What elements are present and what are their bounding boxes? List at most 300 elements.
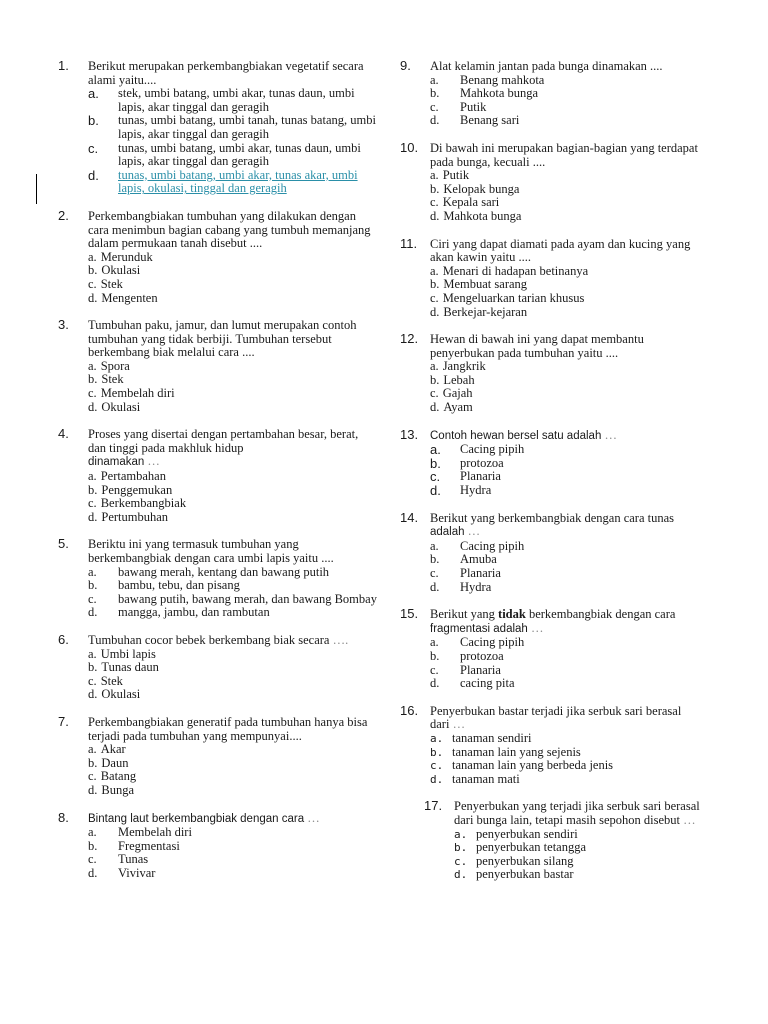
- options-list: [430, 443, 700, 497]
- question-number: 6.: [58, 631, 69, 647]
- option-label: a.: [454, 827, 468, 841]
- option-text: Benang sari: [460, 113, 520, 128]
- option-d: [430, 114, 700, 128]
- options-list: [430, 265, 700, 319]
- option-label: b.: [430, 552, 440, 567]
- option-d: [430, 677, 700, 691]
- option-label: c.: [88, 496, 97, 511]
- question-number: 11.: [400, 235, 418, 251]
- text-cursor: [36, 174, 37, 204]
- option-text: penyerbukan bastar: [476, 867, 574, 882]
- option-text: Okulasi: [101, 399, 141, 414]
- option-label: d.: [88, 865, 98, 880]
- option-d: [88, 784, 378, 798]
- option-c: [454, 855, 700, 869]
- option-text: penyerbukan sendiri: [476, 826, 578, 841]
- question-15: [400, 608, 700, 691]
- option-label: d.: [88, 399, 98, 414]
- question-4: [58, 428, 378, 524]
- question-text: [88, 210, 378, 251]
- option-label: c.: [88, 276, 97, 291]
- option-text: Lebah: [443, 372, 475, 387]
- option-a: [88, 87, 378, 114]
- option-d: [88, 688, 378, 702]
- option-label: b.: [430, 455, 441, 471]
- option-c: [88, 278, 378, 292]
- option-label: c.: [430, 99, 439, 114]
- option-text: Stek: [101, 372, 124, 387]
- question-number: 13.: [400, 426, 419, 442]
- option-text: penyerbukan tetangga: [476, 840, 587, 855]
- option-text: Amuba: [460, 552, 497, 567]
- option-a: [88, 360, 378, 374]
- question-text-sans: dinamakan: [88, 456, 145, 469]
- option-text: protozoa: [460, 648, 504, 663]
- question-text-sans: Contoh hewan bersel satu adalah: [430, 429, 602, 442]
- option-c: [430, 664, 700, 678]
- option-d: [430, 484, 700, 498]
- option-text: Cacing pipih: [460, 442, 525, 457]
- option-text: Membelah diri: [118, 825, 192, 840]
- option-a: [430, 74, 700, 88]
- option-b: [88, 840, 378, 854]
- question-text: [454, 800, 700, 827]
- question-text: [430, 333, 700, 360]
- options-list: [430, 732, 700, 786]
- option-b: [88, 579, 378, 593]
- option-b: [430, 278, 700, 292]
- option-label: d.: [430, 772, 444, 786]
- option-text: Planaria: [460, 662, 501, 677]
- option-c: [88, 142, 378, 169]
- option-text: Benang mahkota: [460, 72, 545, 87]
- options-list: [88, 743, 378, 797]
- question-12: [400, 333, 700, 415]
- option-a: [88, 826, 378, 840]
- question-text: [88, 319, 378, 360]
- option-a: [430, 732, 700, 746]
- question-text: [430, 512, 700, 540]
- option-label: c.: [88, 769, 97, 784]
- option-label: b.: [430, 372, 440, 387]
- option-a: [430, 360, 700, 374]
- option-c: [430, 387, 700, 401]
- ellipsis: …: [147, 454, 160, 469]
- option-a: [88, 743, 378, 757]
- option-label: a.: [88, 646, 97, 661]
- question-text: [430, 429, 700, 444]
- option-label: d.: [430, 400, 440, 415]
- option-text: Putik: [460, 99, 487, 114]
- option-text: Membuat sarang: [443, 277, 528, 292]
- question-text: [88, 60, 378, 87]
- option-label: b.: [88, 113, 99, 129]
- question-text-main: Proses yang disertai dengan pertambahan besar, berat, dan tinggi pada makhluk hidup: [88, 427, 359, 455]
- options-list: [430, 360, 700, 414]
- option-text: Gajah: [442, 386, 473, 401]
- option-label: a.: [88, 564, 97, 579]
- question-text-main: Tumbuhan paku, jamur, dan lumut merupakan contoh tumbuhan yang tidak berbiji. Tumbuhan tersebut berkembang biak melalui cara ....: [88, 318, 357, 360]
- question-3: [58, 319, 378, 414]
- option-d: [430, 210, 700, 224]
- option-c: [430, 101, 700, 115]
- option-text[interactable]: tunas, umbi batang, umbi akar, tunas akar, umbi lapis, okulasi, tinggal dan geragih: [118, 167, 358, 196]
- option-b: [430, 87, 700, 101]
- option-d: [88, 606, 378, 620]
- option-label: c.: [430, 759, 444, 773]
- question-text-pre: Berikut yang: [430, 607, 499, 622]
- question-number: 10.: [400, 139, 419, 155]
- question-number: 1.: [58, 58, 69, 73]
- option-c: [430, 759, 700, 773]
- question-text-sans: fragmentasi adalah: [430, 622, 528, 635]
- question-text-main: Penyerbukan yang terjadi jika serbuk sari berasal dari bunga lain, tetapi masih sepohon disebut: [454, 799, 700, 827]
- option-label: a.: [430, 731, 444, 745]
- option-a: [430, 540, 700, 554]
- question-text: [88, 634, 378, 648]
- option-label: c.: [88, 852, 97, 867]
- question-number: 7.: [58, 713, 69, 729]
- option-label: b.: [454, 841, 468, 855]
- option-a: [88, 648, 378, 662]
- option-text: Bunga: [101, 782, 135, 797]
- option-a: [430, 169, 700, 183]
- option-d: [430, 401, 700, 415]
- option-c: [430, 196, 700, 210]
- option-b: [88, 264, 378, 278]
- option-text: Planaria: [460, 566, 501, 580]
- option-text: Ayam: [443, 400, 473, 415]
- option-text: Mengenten: [101, 290, 158, 305]
- option-text: Batang: [100, 769, 137, 784]
- option-text: Putik: [442, 168, 470, 183]
- ellipsis: …: [307, 810, 320, 825]
- option-label: c.: [430, 469, 441, 485]
- question-14: [400, 509, 700, 595]
- option-label: c.: [430, 566, 439, 580]
- option-d: [88, 511, 378, 525]
- option-label: b.: [88, 660, 98, 675]
- option-text: bambu, tebu, dan pisang: [118, 578, 240, 593]
- option-b: [430, 650, 700, 664]
- options-list: [88, 826, 378, 880]
- option-text: Planaria: [460, 469, 501, 484]
- option-text: Akar: [100, 742, 126, 757]
- option-label: c.: [88, 140, 99, 156]
- option-text: bawang putih, bawang merah, dan bawang Bombay: [118, 591, 377, 606]
- question-number: 17.: [424, 798, 443, 814]
- option-a: [88, 251, 378, 265]
- right-column: [400, 60, 700, 896]
- option-label: a.: [88, 742, 97, 757]
- option-text: Tunas: [118, 852, 149, 867]
- option-label: a.: [88, 469, 97, 484]
- option-label: d.: [454, 868, 468, 882]
- ellipsis: …: [452, 717, 466, 732]
- option-label: b.: [430, 745, 444, 759]
- option-label: a.: [88, 825, 97, 840]
- option-d: [88, 169, 378, 196]
- option-b: [430, 457, 700, 471]
- question-number: 8.: [58, 809, 69, 825]
- question-text: [88, 428, 378, 470]
- option-label: c.: [88, 386, 97, 401]
- option-label: a.: [430, 359, 439, 374]
- option-text: Okulasi: [101, 687, 141, 702]
- option-text: Spora: [100, 358, 130, 373]
- option-text: Menari di hadapan betinanya: [442, 263, 589, 278]
- question-6: [58, 631, 378, 702]
- option-text: Fregmentasi: [118, 838, 180, 853]
- options-list: [430, 540, 700, 594]
- question-text-sans: adalah: [430, 526, 465, 539]
- option-label: b.: [88, 578, 98, 593]
- question-text-sans: Bintang laut berkembangbiak dengan cara: [88, 812, 305, 825]
- option-text: bawang merah, kentang dan bawang putih: [118, 564, 330, 579]
- option-label: b.: [430, 277, 440, 292]
- question-number: 3.: [58, 317, 69, 333]
- options-list: [454, 828, 700, 882]
- option-text: stek, umbi batang, umbi akar, tunas daun, umbi lapis, akar tinggal dan geragih: [118, 86, 355, 114]
- question-text-main: Hewan di bawah ini yang dapat membantu penyerbukan pada tumbuhan yaitu ....: [430, 332, 644, 360]
- question-text: [430, 142, 700, 169]
- options-list: [88, 648, 378, 702]
- option-label: b.: [88, 372, 98, 387]
- options-list: [430, 169, 700, 223]
- ellipsis: …: [467, 524, 481, 539]
- option-c: [88, 770, 378, 784]
- option-c: [88, 387, 378, 401]
- question-7: [58, 713, 378, 798]
- option-d: [430, 773, 700, 787]
- option-label: b.: [430, 648, 440, 663]
- option-label: a.: [88, 249, 97, 264]
- option-text: Berkembangbiak: [100, 496, 187, 511]
- option-label: c.: [430, 290, 439, 305]
- option-d: [454, 868, 700, 882]
- option-text: Hydra: [460, 483, 492, 498]
- option-text: Mengeluarkan tarian khusus: [442, 290, 585, 305]
- option-text: Vivivar: [118, 865, 156, 880]
- option-a: [430, 636, 700, 650]
- option-label: c.: [430, 386, 439, 401]
- option-c: [88, 497, 378, 511]
- option-a: [88, 470, 378, 484]
- option-text: Tunas daun: [101, 660, 159, 675]
- question-number: 16.: [400, 702, 419, 718]
- option-label: d.: [88, 605, 98, 620]
- option-a: [430, 443, 700, 457]
- question-number: 14.: [400, 509, 419, 525]
- option-d: [88, 292, 378, 306]
- option-label: b.: [88, 263, 98, 278]
- option-text: Umbi lapis: [100, 646, 156, 661]
- option-text: Berkejar-kejaran: [443, 304, 528, 319]
- options-list: [88, 251, 378, 305]
- option-b: [88, 661, 378, 675]
- option-text: tunas, umbi batang, umbi akar, tunas daun, umbi lapis, akar tinggal dan geragih: [118, 140, 361, 169]
- ellipsis: ….: [332, 632, 349, 647]
- option-text: Okulasi: [101, 263, 141, 278]
- question-text-main: Perkembangbiakan tumbuhan yang dilakukan dengan cara menimbun bagian cabang yang tumbuh memanjang dalam permukaan tanah disebut ....: [88, 208, 371, 251]
- option-text: Daun: [101, 755, 129, 770]
- option-label: a.: [430, 635, 439, 650]
- option-d: [430, 306, 700, 320]
- option-text: Hydra: [460, 579, 492, 594]
- option-c: [88, 675, 378, 689]
- option-label: d.: [430, 676, 440, 691]
- question-text-main: Perkembangbiakan generatif pada tumbuhan hanya bisa terjadi pada tumbuhan yang mempunyai....: [88, 714, 368, 743]
- option-text: cacing pita: [460, 676, 515, 691]
- option-label: d.: [430, 208, 440, 223]
- option-text: tanaman lain yang sejenis: [452, 744, 581, 759]
- options-list: [430, 636, 700, 690]
- option-text: tunas, umbi batang, umbi tanah, tunas batang, umbi lapis, akar tinggal dan geragih: [118, 113, 376, 141]
- question-text: [430, 238, 700, 265]
- option-text: Cacing pipih: [460, 635, 525, 650]
- option-label: a.: [88, 86, 99, 102]
- question-text: [88, 812, 378, 827]
- option-text: Stek: [100, 673, 123, 688]
- question-text-post: berkembangbiak dengan cara: [525, 607, 676, 622]
- option-label: b.: [88, 755, 98, 770]
- question-text: [88, 538, 378, 565]
- question-text: [430, 60, 700, 74]
- option-text: Cacing pipih: [460, 538, 525, 553]
- question-9: [400, 60, 700, 128]
- ellipsis: …: [604, 427, 617, 442]
- option-label: b.: [88, 482, 98, 497]
- question-8: [58, 809, 378, 881]
- option-label: a.: [430, 72, 439, 87]
- option-label: a.: [430, 442, 441, 458]
- option-c: [430, 470, 700, 484]
- option-a: [430, 265, 700, 279]
- option-text: Pertambahan: [100, 469, 166, 484]
- option-text: Stek: [100, 276, 123, 291]
- options-list: [88, 360, 378, 414]
- option-label: c.: [454, 854, 468, 868]
- option-c: [430, 567, 700, 581]
- option-label: a.: [430, 168, 439, 183]
- question-text: [88, 716, 378, 743]
- question-text-main: Beriktu ini yang termasuk tumbuhan yang berkembangbiak dengan cara umbi lapis yaitu ....: [88, 537, 334, 565]
- ellipsis: …: [683, 812, 696, 827]
- option-label: d.: [430, 113, 440, 128]
- option-label: d.: [430, 304, 440, 319]
- option-text: Penggemukan: [101, 482, 173, 497]
- option-text: Kepala sari: [442, 195, 500, 210]
- question-text-main: Penyerbukan bastar terjadi jika serbuk sari berasal dari: [430, 703, 682, 732]
- question-text-main: Tumbuhan cocor bebek berkembang biak secara: [88, 632, 330, 647]
- question-text: [430, 608, 700, 636]
- option-label: b.: [430, 86, 440, 101]
- option-text: tanaman mati: [452, 771, 520, 786]
- option-label: d.: [88, 687, 98, 702]
- question-11: [400, 235, 700, 320]
- option-text: Mahkota bunga: [460, 86, 539, 101]
- ellipsis: …: [530, 620, 544, 635]
- option-c: [430, 292, 700, 306]
- question-2: [58, 207, 378, 305]
- option-label: c.: [430, 662, 439, 677]
- option-text: tanaman lain yang berbeda jenis: [452, 758, 614, 773]
- option-label: d.: [88, 167, 99, 183]
- option-b: [430, 183, 700, 197]
- option-label: d.: [88, 509, 98, 524]
- option-a: [88, 566, 378, 580]
- option-a: [454, 828, 700, 842]
- option-b: [430, 374, 700, 388]
- left-column: [58, 60, 378, 894]
- question-number: 15.: [400, 606, 419, 622]
- question-17: [424, 800, 700, 882]
- option-label: d.: [430, 579, 440, 594]
- question-number: 5.: [58, 536, 69, 552]
- option-text: Jangkrik: [442, 359, 486, 374]
- question-text-main: Alat kelamin jantan pada bunga dinamakan ....: [430, 59, 663, 73]
- option-text: Membelah diri: [100, 386, 175, 401]
- option-label: a.: [430, 263, 439, 278]
- options-list: [88, 566, 378, 620]
- option-b: [88, 373, 378, 387]
- option-text: protozoa: [460, 455, 504, 470]
- option-label: c.: [430, 195, 439, 210]
- option-d: [88, 867, 378, 881]
- option-text: Pertumbuhan: [101, 509, 169, 524]
- option-c: [88, 593, 378, 607]
- question-5: [58, 538, 378, 620]
- question-13: [400, 426, 700, 499]
- option-d: [88, 401, 378, 415]
- question-1: [58, 60, 378, 196]
- option-d: [430, 581, 700, 595]
- question-number: 9.: [400, 58, 411, 73]
- option-label: b.: [430, 181, 440, 196]
- question-text-bold: tidak: [498, 607, 526, 622]
- option-label: b.: [88, 838, 98, 853]
- question-text-main: Ciri yang dapat diamati pada ayam dan kucing yang akan kawin yaitu ....: [430, 236, 691, 265]
- question-text-main: Berikut yang berkembangbiak dengan cara tunas: [430, 510, 675, 525]
- option-c: [88, 853, 378, 867]
- option-b: [88, 114, 378, 141]
- question-text-main: Berikut merupakan perkembangbiakan vegetatif secara alami yaitu....: [88, 59, 364, 87]
- option-label: d.: [88, 290, 98, 305]
- option-label: d.: [430, 483, 441, 499]
- option-label: a.: [430, 538, 439, 553]
- question-10: [400, 139, 700, 224]
- option-b: [88, 484, 378, 498]
- question-text-main: Di bawah ini merupakan bagian-bagian yang terdapat pada bunga, kecuali ....: [430, 140, 698, 169]
- option-b: [454, 841, 700, 855]
- question-number: 12.: [400, 331, 419, 347]
- option-text: Mahkota bunga: [443, 208, 522, 223]
- option-b: [88, 757, 378, 771]
- question-16: [400, 702, 700, 787]
- question-number: 4.: [58, 426, 69, 442]
- option-text: Merunduk: [100, 249, 153, 264]
- options-list: [88, 87, 378, 196]
- option-text: penyerbukan silang: [476, 853, 574, 868]
- options-list: [88, 470, 378, 524]
- option-b: [430, 746, 700, 760]
- question-number: 2.: [58, 207, 69, 223]
- option-text: mangga, jambu, dan rambutan: [118, 605, 270, 620]
- question-text: [430, 705, 700, 732]
- option-label: d.: [88, 782, 98, 797]
- option-b: [430, 553, 700, 567]
- option-label: c.: [88, 673, 97, 688]
